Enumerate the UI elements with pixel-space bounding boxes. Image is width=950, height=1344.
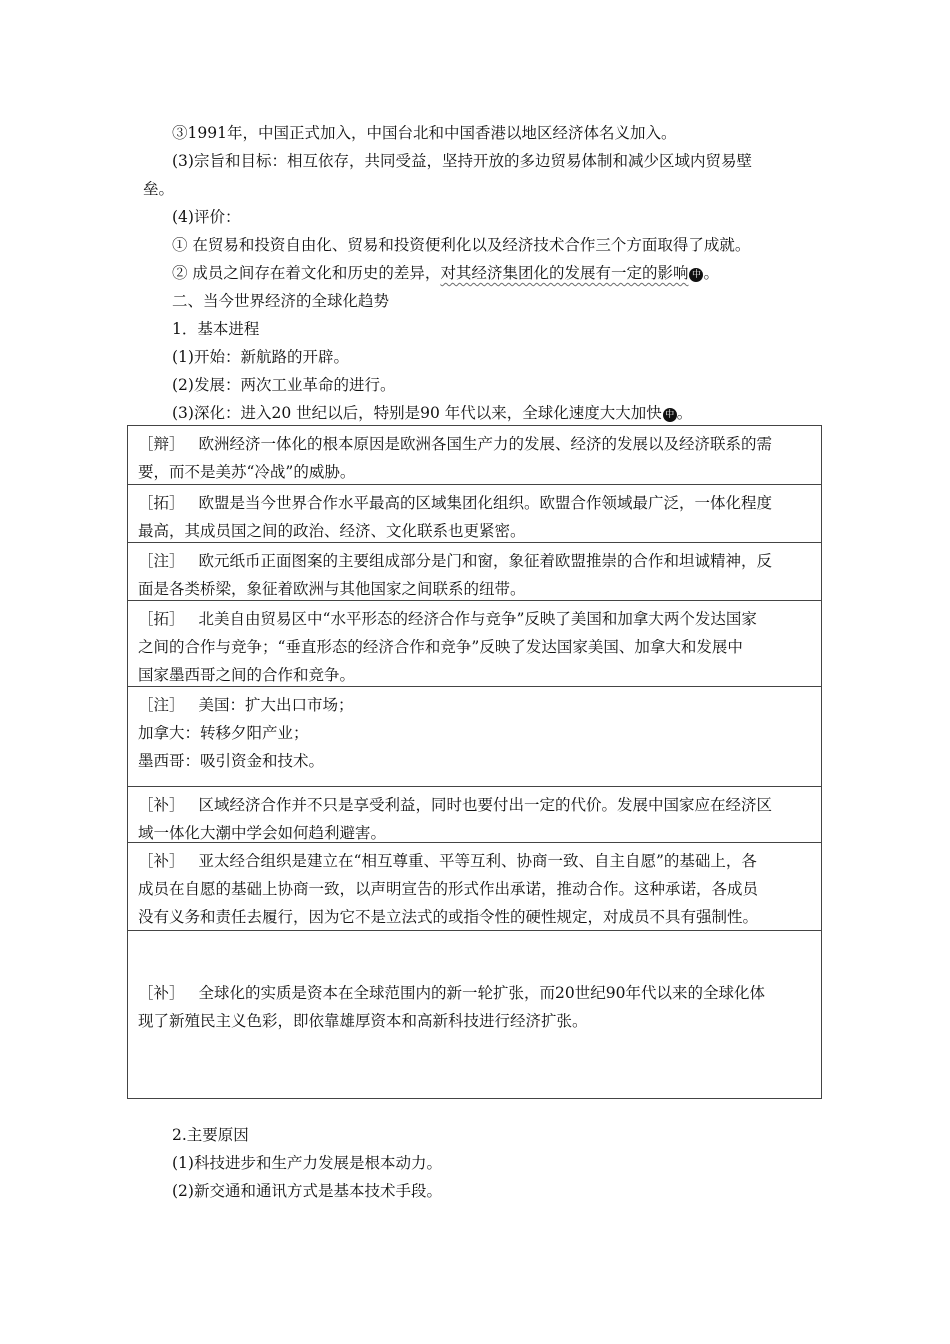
text-segment: (3)深化：进入20 世纪以后，特别是90 年代以来，全球化速度大大加快 <box>172 404 662 422</box>
note-line <box>138 791 811 819</box>
note-tag: ［注］ <box>138 552 185 570</box>
note-line <box>138 430 811 458</box>
note-text: 区域经济合作并不只是享受利益，同时也要付出一定的代价。发展中国家应在经济区 <box>198 796 773 814</box>
annotation-marker-icon: 中 <box>689 268 703 282</box>
paragraph-line <box>172 402 692 424</box>
paragraph-line: (3)宗旨和目标：相互依存，共同受益，坚持开放的多边贸易体制和减少区域内贸易壁 <box>172 152 752 170</box>
note-text: 美国：扩大出口市场； <box>198 696 354 714</box>
note-line: 现了新殖民主义色彩，即依靠雄厚资本和高新科技进行经济扩张。 <box>138 1012 588 1030</box>
text-segment: 。 <box>676 404 693 422</box>
note-line <box>138 979 811 1007</box>
note-line: 域一体化大潮中学会如何趋利避害。 <box>138 824 387 842</box>
note-line: 要，而不是美苏“冷战”的威胁。 <box>138 463 356 481</box>
note-line <box>138 547 811 575</box>
note-line: 最高，其成员国之间的政治、经济、文化联系也更紧密。 <box>138 522 526 540</box>
note-tag: ［拓］ <box>138 494 185 512</box>
section-heading: 二、当今世界经济的全球化趋势 <box>172 292 390 310</box>
note-box <box>128 600 821 686</box>
note-text: 欧洲经济一体化的根本原因是欧洲各国生产力的发展、经济的发展以及经济联系的需 <box>198 435 773 453</box>
note-line <box>138 605 811 633</box>
paragraph-line: ③1991年，中国正式加入，中国台北和中国香港以地区经济体名义加入。 <box>172 124 677 142</box>
note-tag: ［注］ <box>138 696 185 714</box>
note-tag: ［补］ <box>138 796 185 814</box>
note-text: 北美自由贸易区中“水平形态的经济合作与竞争”反映了美国和加拿大两个发达国家 <box>198 610 757 628</box>
note-tag: ［拓］ <box>138 610 185 628</box>
note-line <box>138 691 811 719</box>
note-line: 之间的合作与竞争；“垂直形态的经济合作和竞争”反映了发达国家美国、加拿大和发展中 <box>138 638 743 656</box>
paragraph-line: (2)新交通和通讯方式是基本技术手段。 <box>172 1182 442 1200</box>
note-box <box>128 484 821 542</box>
note-box <box>128 426 821 484</box>
note-line: 成员在自愿的基础上协商一致，以声明宣告的形式作出承诺，推动合作。这种承诺，各成员 <box>138 880 759 898</box>
note-line: 面是各类桥梁，象征着欧洲与其他国家之间联系的纽带。 <box>138 580 526 598</box>
subsection-heading: 1．基本进程 <box>172 320 260 338</box>
paragraph-line: 垒。 <box>143 180 175 198</box>
note-line <box>138 489 811 517</box>
note-text: 欧元纸币正面图案的主要组成部分是门和窗，象征着欧盟推崇的合作和坦诚精神，反 <box>198 552 773 570</box>
paragraph-line: (2)发展：两次工业革命的进行。 <box>172 376 396 394</box>
note-tag: ［辩］ <box>138 435 185 453</box>
note-tag: ［补］ <box>138 984 185 1002</box>
note-tag: ［补］ <box>138 852 185 870</box>
note-line: 国家墨西哥之间的合作和竞争。 <box>138 666 356 684</box>
note-text: 欧盟是当今世界合作水平最高的区域集团化组织。欧盟合作领域最广泛，一体化程度 <box>198 494 773 512</box>
text-segment: 。 <box>703 264 719 282</box>
subsection-heading: 2.主要原因 <box>172 1126 249 1144</box>
note-line: 墨西哥：吸引资金和技术。 <box>138 752 325 770</box>
annotation-marker-icon: 中 <box>663 408 677 422</box>
paragraph-line: (1)科技进步和生产力发展是根本动力。 <box>172 1154 442 1172</box>
note-line <box>138 847 811 875</box>
note-text: 亚太经合组织是建立在“相互尊重、平等互利、协商一致、自主自愿”的基础上，各 <box>198 852 757 870</box>
note-box <box>128 842 821 930</box>
wavy-underlined-text: 对其经济集团化的发展有一定的影响 <box>440 264 689 282</box>
paragraph-line <box>172 262 719 284</box>
note-line: 加拿大：转移夕阳产业； <box>138 724 309 742</box>
note-box <box>128 930 821 1098</box>
note-box <box>128 786 821 842</box>
note-text: 全球化的实质是资本在全球范围内的新一轮扩张，而20世纪90年代以来的全球化体 <box>198 984 765 1002</box>
paragraph-line: (4)评价： <box>172 208 241 226</box>
text-segment: ② 成员之间存在着文化和历史的差异， <box>172 264 441 282</box>
paragraph-line: (1)开始：新航路的开辟。 <box>172 348 349 366</box>
paragraph-line: ① 在贸易和投资自由化、贸易和投资便利化以及经济技术合作三个方面取得了成就。 <box>172 236 751 254</box>
note-box <box>128 686 821 786</box>
note-box <box>128 542 821 600</box>
note-line: 没有义务和责任去履行，因为它不是立法式的或指令性的硬性规定，对成员不具有强制性。 <box>138 908 759 926</box>
notes-table <box>127 425 822 1099</box>
